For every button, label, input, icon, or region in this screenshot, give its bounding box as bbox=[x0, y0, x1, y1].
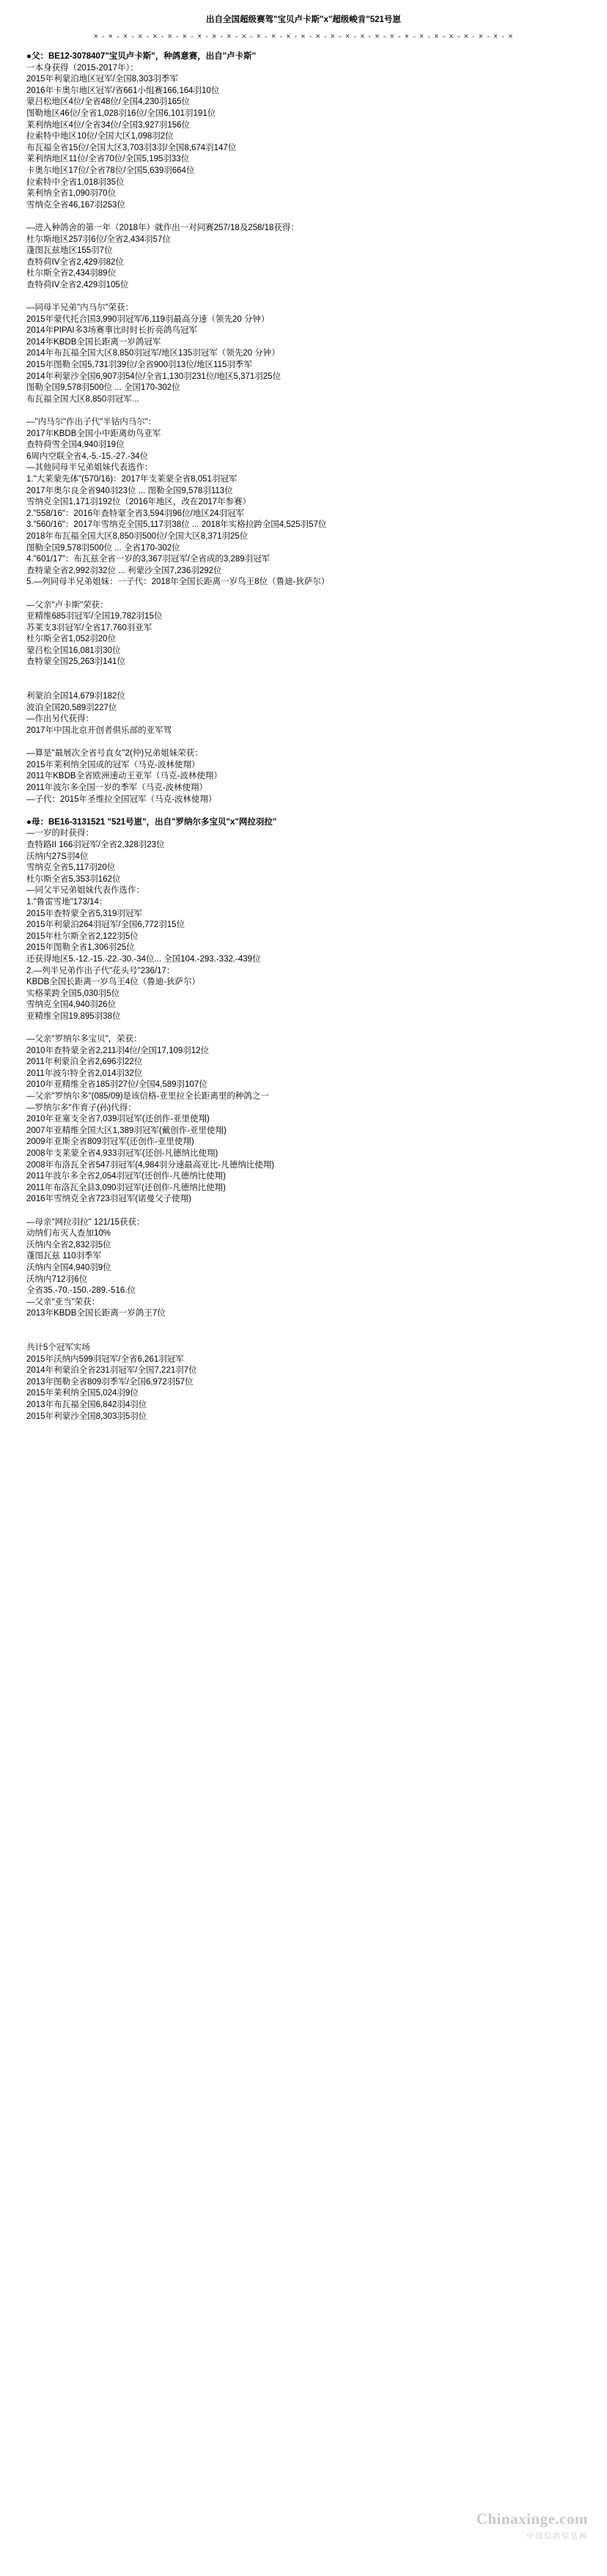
paragraph-line: 2015年沃纳内599羽冠军/全省6,261羽冠军 bbox=[26, 1354, 184, 1364]
document-body bbox=[0, 41, 607, 1422]
watermark-site-subtitle: 中国信鸽信息网 bbox=[526, 2533, 588, 2541]
paragraph-line: —子代：2015年圣维拉全国冠军（马克-波林使翔） bbox=[26, 794, 217, 804]
paragraph-line: 查特荷IV全省2,429羽105位 bbox=[26, 280, 129, 289]
paragraph-line: 沃纳内712羽6位 bbox=[26, 1274, 88, 1284]
paragraph-line: 杜尔斯全省1,052羽20位 bbox=[26, 635, 117, 644]
block-spacer bbox=[26, 668, 581, 680]
paragraph-line: 2011年波尔多全国一岁的季军（马克-波林使翔） bbox=[26, 783, 208, 792]
paragraph-line: 图勒全国9,578羽500位 ... 全省170-302位 bbox=[26, 543, 180, 553]
paragraph-line: 2013年KBDB全国长距离一岁鸽王7位 bbox=[26, 1309, 166, 1318]
paragraph-line: 2015年莱利纳全国5,024羽9位 bbox=[26, 1389, 139, 1398]
paragraph-line: —父亲"罗纳尔多宝贝"，荣获： bbox=[26, 1035, 142, 1044]
paragraph-line: 利蒙泊全国14,679羽182位 bbox=[26, 692, 125, 701]
paragraph-line: 4."601/17"：布瓦兹全省一岁的3,367羽冠军/全省成的3,289羽冠军 bbox=[26, 555, 271, 564]
paragraph-line: 5.—列同母半兄弟姐妹：一子代：2018年全国长距离一岁鸟王8位（鲁迪-狄萨尔） bbox=[26, 577, 330, 587]
paragraph-line: 沃纳内全省2,832羽5位 bbox=[26, 1240, 111, 1250]
page-title: 出自全国超级赛驾"宝贝卢卡斯"x"超级峻肯"521号崽 bbox=[206, 15, 401, 24]
paragraph-line: 雪纳克全省5,117羽20位 bbox=[26, 863, 116, 873]
paragraph-line: 2013年图勒全省809羽季军/全国6,972羽57位 bbox=[26, 1377, 194, 1387]
decorative-divider: × - × - × - × - × - × - × - × - × - × - × - × - × - × - × - × - × - × - × - × - × - × - × - × - × - × - × - × - × bbox=[93, 32, 514, 41]
block-spacer bbox=[26, 1206, 581, 1217]
paragraph-line: 2013年布瓦福全国6,842羽4羽位 bbox=[26, 1400, 147, 1410]
paragraph-line: —其他同母半兄弟姐妹代表选作： bbox=[26, 463, 153, 473]
text-block bbox=[26, 748, 581, 805]
paragraph-line: 2014年KBDB全国长距离一岁鸽冠军 bbox=[26, 337, 161, 347]
paragraph-line: —父亲"罗纳尔多"(085/09)是该信格-亚里拉全长距离里的种鸽之一 bbox=[26, 1092, 269, 1101]
block-spacer bbox=[26, 588, 581, 600]
paragraph-line: —同父半兄弟姐妹代表作选作： bbox=[26, 886, 144, 896]
paragraph-line: 2018年布瓦福全国大区8,850羽500位/全国大区8,371羽25位 bbox=[26, 531, 249, 541]
paragraph-line: 雪纳克全国4,940羽26位 bbox=[26, 1000, 117, 1010]
paragraph-line: —同母半兄弟"内马尔"荣获： bbox=[26, 303, 134, 313]
paragraph-line: 2011年布洛瓦全县3,090羽冠军(还创作-凡德纳比使翔) bbox=[26, 1183, 226, 1192]
paragraph-line: 蒙吕松地区4位/全省48位/全国4,230羽165位 bbox=[26, 97, 191, 107]
paragraph-line: 2011年KBDB全省欧洲速动王亚军（马克-波林使翔） bbox=[26, 772, 222, 781]
paragraph-line: 2011年波尔多全省2,054羽冠军(还创作-凡德纳比使翔) bbox=[26, 1172, 226, 1181]
paragraph-line: —一岁的时获得： bbox=[26, 829, 94, 838]
paragraph-line: 共计5个冠军实场 bbox=[26, 1343, 90, 1353]
paragraph-line: 动纳们布灭人查加10% bbox=[26, 1229, 111, 1239]
paragraph-line: 2014年利蒙泊全省231羽冠军/全国7,221羽7位 bbox=[26, 1366, 197, 1376]
paragraph-line: 2014年利蒙沙全国6,907羽54位/全省1,130羽231位/地区5,371羽25位 bbox=[26, 372, 282, 381]
paragraph-line: 杜尔斯全省2,434羽89位 bbox=[26, 269, 117, 278]
paragraph-line: 3."560/16"：2017年雪纳克全国5,117羽38位 ... 2018年实格拉跨全国4,525羽57位 bbox=[26, 520, 327, 530]
paragraph-line: 2010年亚塞支全省7,039羽冠军(还创作-亚里使翔) bbox=[26, 1115, 210, 1124]
watermark bbox=[477, 2510, 588, 2541]
paragraph-line: ●父：BE12-3078407"宝贝卢卡斯"，种鸽意赛，出自"卢卡斯" bbox=[26, 52, 257, 61]
paragraph-line: —父亲"亚当"荣获： bbox=[26, 1297, 100, 1307]
paragraph-line: —母亲"网拉羽拉" 121/15获获： bbox=[26, 1217, 145, 1227]
paragraph-line: 莱利纳地区4位/全省34位/全国3,927羽156位 bbox=[26, 120, 191, 130]
paragraph-line: 2016年雪纳克全省723羽冠军(诺曼父子使翔) bbox=[26, 1195, 191, 1204]
paragraph-line: 2015年利蒙泊地区冠军/全国8,303羽季军 bbox=[26, 75, 179, 84]
paragraph-line: 2015年蒙代托合国3,990羽冠军/6,119羽最高分速（领先20 分钟） bbox=[26, 314, 270, 324]
paragraph-line: 2015年查特蒙全省5,319羽冠军 bbox=[26, 909, 142, 918]
paragraph-line: 雪纳克全省46,167羽253位 bbox=[26, 200, 125, 210]
paragraph-line: 沃纳内全国4,940羽9位 bbox=[26, 1263, 111, 1272]
text-block bbox=[26, 1343, 581, 1422]
text-block bbox=[26, 417, 581, 588]
paragraph-line: 2014年布瓦福全国大区8,850羽冠军/地区135羽冠军（领先20 分钟） bbox=[26, 349, 280, 358]
block-spacer bbox=[26, 737, 581, 749]
paragraph-line: 2017年中国北京开创者俱乐部的亚军驾 bbox=[26, 726, 172, 736]
paragraph-line: 2015年莱利纳全国成的冠军（马克-波林使翔） bbox=[26, 760, 200, 770]
paragraph-line: 2011年波尔特全省2,014羽32位 bbox=[26, 1069, 143, 1078]
paragraph-line: 2015年利蒙泊264羽冠军/全国6,772羽15位 bbox=[26, 920, 185, 930]
paragraph-line: 2015年图勒全省1,306羽25位 bbox=[26, 943, 135, 953]
text-block bbox=[26, 817, 581, 1023]
block-spacer bbox=[26, 291, 581, 303]
paragraph-line: 蓬图瓦兹地区155羽7位 bbox=[26, 246, 113, 256]
paragraph-line: 拉索特中全省1,018羽35位 bbox=[26, 177, 125, 187]
paragraph-line: ●母：BE16-3131521 "521号崽"，出自"罗纳尔多宝贝"x"网拉羽拉" bbox=[26, 817, 277, 827]
paragraph-line: 杜尔斯地区257羽6位/全省2,434羽57位 bbox=[26, 235, 171, 244]
block-spacer bbox=[26, 211, 581, 223]
paragraph-line: —作出另代获得： bbox=[26, 715, 94, 724]
paragraph-line: 布瓦福全省15位/全国大区3,703羽3羽/全国8,674羽147位 bbox=[26, 143, 237, 152]
paragraph-line: 图勒全国9,578羽500位 ... 全国170-302位 bbox=[26, 383, 180, 393]
paragraph-line: —父亲"卢卡斯"荣获： bbox=[26, 600, 108, 610]
paragraph-line: 卡奥尔地区17位/全省78位/全国5,639羽664位 bbox=[26, 166, 195, 175]
paragraph-line: 查特荷IV全省2,429羽82位 bbox=[26, 257, 124, 267]
block-spacer bbox=[26, 1320, 581, 1332]
paragraph-line: 2015年图勒全国5,731羽39位/全省900羽13位/地区115羽季军 bbox=[26, 361, 252, 370]
block-spacer bbox=[26, 1332, 581, 1343]
paragraph-line: —算是"最展次全省号直女"2(仲)兄弟姐妹荣获： bbox=[26, 749, 203, 759]
paragraph-line: 查特路II 166羽冠军/全省2,328羽23位 bbox=[26, 840, 165, 849]
paragraph-line: 还获得地区5.-12.-15.-22.-30.-34位... 全国104.-293.-332.-439位 bbox=[26, 954, 261, 964]
paragraph-line: 2017年KBDB全国小中距离幼鸟亚军 bbox=[26, 429, 161, 438]
paragraph-line: 莱利纳地区11位/全省70位/全国5,195羽33位 bbox=[26, 155, 190, 164]
paragraph-line: 2.—列半兄弟作出子代"花头号"236/17： bbox=[26, 966, 175, 975]
paragraph-line: 2015年利蒙沙全国8,303羽5羽位 bbox=[26, 1411, 147, 1421]
paragraph-line: 2011年利蒙泊全省2,696羽22位 bbox=[26, 1058, 143, 1067]
paragraph-line: 一本身获得（2015-2017年）： bbox=[26, 63, 139, 73]
watermark-site-name: Chinaxinge.com bbox=[476, 2510, 588, 2528]
paragraph-line: 拉索特中地区10位/全国大区1,098羽2位 bbox=[26, 132, 174, 141]
paragraph-line: 查特蒙全国25,263羽141位 bbox=[26, 657, 125, 667]
paragraph-line: 2016年卡奥尔地区冠军/省661小组赛166,164羽10位 bbox=[26, 86, 220, 95]
paragraph-line: 全省35.-70.-150.-289.-516.位 bbox=[26, 1286, 136, 1296]
text-block bbox=[26, 1034, 581, 1206]
paragraph-line: 2008年布洛瓦全省547羽冠军(4,984羽分速最高亚比-凡德纳比使翔) bbox=[26, 1160, 275, 1170]
paragraph-line: 2007年亚精维全国大区1,389羽冠军(戴创作-亚里使翔) bbox=[26, 1126, 227, 1135]
text-block bbox=[26, 1217, 581, 1320]
paragraph-line: 莱利纳全省1,090羽70位 bbox=[26, 189, 117, 199]
paragraph-line: 2017年奥尔良全省940羽23位 ... 图勒全国9,578羽113位 bbox=[26, 486, 233, 495]
block-spacer bbox=[26, 405, 581, 417]
paragraph-line: 亚精维685羽冠军/全国19,782羽15位 bbox=[26, 612, 163, 621]
text-block bbox=[26, 223, 581, 292]
block-spacer bbox=[26, 1022, 581, 1034]
text-block bbox=[26, 303, 581, 405]
paragraph-line: 布瓦福全国大区8,850羽冠军... bbox=[26, 394, 139, 404]
paragraph-line: 1."鲁雷雪地"173/14： bbox=[26, 897, 108, 907]
block-spacer bbox=[26, 680, 581, 692]
block-spacer bbox=[26, 805, 581, 817]
paragraph-line: 2010年亚精维全省185羽27位/全国4,589羽107位 bbox=[26, 1080, 207, 1090]
text-block bbox=[26, 691, 581, 737]
paragraph-line: 2010年查特蒙全省2,211羽4位/全国17,109羽12位 bbox=[26, 1046, 210, 1055]
paragraph-line: 查特蒙全省2,992羽32位 ... 利蒙沙全国7,236羽292位 bbox=[26, 566, 222, 575]
paragraph-line: 杜尔斯全省5,353羽162位 bbox=[26, 874, 121, 884]
paragraph-line: KBDB全国长距离一岁鸟王4位（鲁迪-狄萨尔） bbox=[26, 978, 201, 987]
paragraph-line: 蓬图瓦兹 110羽季军 bbox=[26, 1252, 102, 1261]
paragraph-line: 2."558/16"：2016年查特蒙全省3,594羽96位/地区24羽冠军 bbox=[26, 509, 245, 518]
text-block bbox=[26, 51, 581, 211]
paragraph-line: 蒙吕松全国16,081羽30位 bbox=[26, 646, 121, 655]
paragraph-line: 沃纳内27S羽4位 bbox=[26, 852, 89, 861]
paragraph-line: —"内马尔"作出子代"半钴内马尔"： bbox=[26, 418, 157, 427]
paragraph-line: 2009年亚斯全省809羽冠军(还创作-亚里使翔) bbox=[26, 1137, 194, 1147]
paragraph-line: 雪纳克全国1,171羽192位（2016年地区，改在2017年参赛） bbox=[26, 498, 251, 507]
paragraph-line: 2014年PIPAI多3场赛事比时时长折亮鸽鸟冠军 bbox=[26, 326, 198, 336]
text-block bbox=[26, 600, 581, 669]
paragraph-line: 波泊全国20,589羽227位 bbox=[26, 703, 117, 712]
paragraph-line: 苏莱支3羽冠军/全省17,760羽亚军 bbox=[26, 623, 152, 632]
paragraph-line: 2015年杜尔斯全省2,122羽5位 bbox=[26, 931, 139, 941]
paragraph-line: 2008年支莱蒙全省4,933羽冠军(还创-凡德纳比使翔) bbox=[26, 1149, 218, 1158]
paragraph-line: 6周内空联全省4,-5.-15.-27.-34位 bbox=[26, 451, 149, 461]
paragraph-line: 实格莱跨全国5,030羽5位 bbox=[26, 989, 120, 998]
paragraph-line: —罗纳尔多"作育子(孙)代得： bbox=[26, 1103, 136, 1112]
paragraph-line: 亚精维全国19,895羽38位 bbox=[26, 1011, 121, 1021]
paragraph-line: 查特荷雪全国4,940羽19位 bbox=[26, 440, 125, 450]
paragraph-line: 图勒地区46位/全省1,028羽16位/全国6,101羽191位 bbox=[26, 108, 216, 118]
paragraph-line: 1."大莱蒙先体"(570/16)：2017年支莱蒙全省8,051羽冠军 bbox=[26, 474, 238, 484]
paragraph-line: —进入种鸽舍的第一年（2018年）就作出一对同赛257/18及258/18获得： bbox=[26, 223, 299, 232]
